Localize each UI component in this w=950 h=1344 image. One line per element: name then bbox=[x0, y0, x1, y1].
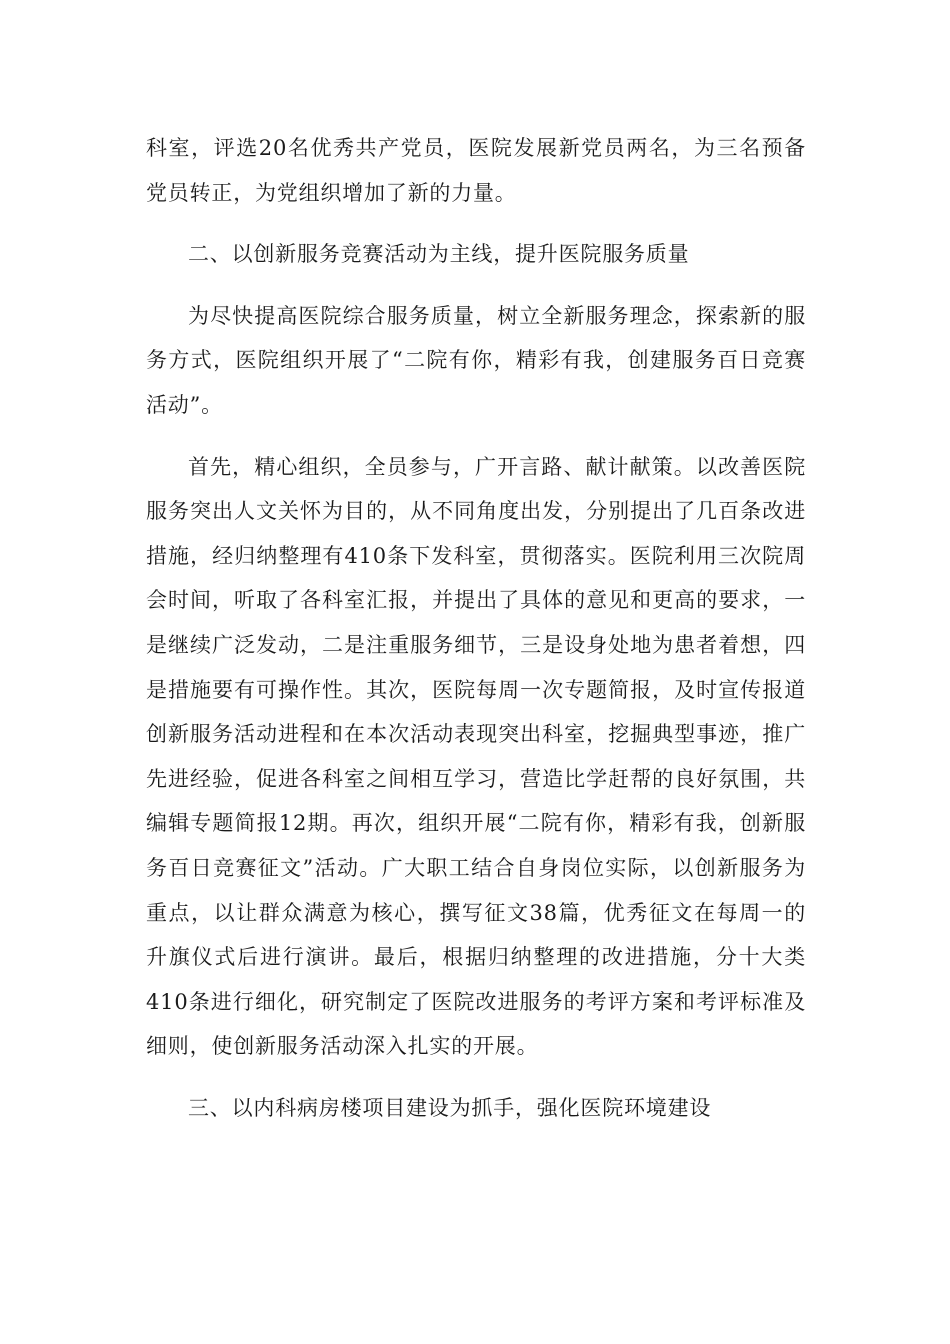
paragraph-activity-details: 首先，精心组织，全员参与，广开言路、献计献策。以改善医院服务突出人文关怀为目的，从不同角度出发，分别提出了几百条改进措施，经归纳整理有410条下发科室，贯彻落实。医院利用三次院周会时间，听取了各科室汇报，并提出了具体的意见和更高的要求，一是继续广泛发动，二是注重服务细节，三是设身处地为患者着想，四是措施要有可操作性。其次，医院每周一次专题简报，及时宣传报道创新服务活动进程和在本次活动表现突出科室，挖掘典型事迹，推广先进经验，促进各科室之间相互学习，营造比学赶帮的良好氛围，共编辑专题简报12期。再次，组织开展“二院有你，精彩有我，创新服务百日竞赛征文”活动。广大职工结合自身岗位实际，以创新服务为重点，以让群众满意为核心，撰写征文38篇，优秀征文在每周一的升旗仪式后进行演讲。最后，根据归纳整理的改进措施，分十大类410条进行细化，研究制定了医院改进服务的考评方案和考评标准及细则，使创新服务活动深入扎实的开展。 bbox=[146, 454, 806, 1059]
paragraph-service-quality: 为尽快提高医院综合服务质量，树立全新服务理念，探索新的服务方式，医院组织开展了“二院有你，精彩有我，创建服务百日竞赛活动”。 bbox=[146, 303, 806, 417]
document-body bbox=[146, 126, 806, 1130]
paragraph-continuation: 科室，评选20名优秀共产党员，医院发展新党员两名，为三名预备党员转正，为党组织增加了新的力量。 bbox=[146, 136, 806, 205]
section-heading-2: 二、以创新服务竞赛活动为主线，提升医院服务质量 bbox=[188, 242, 690, 267]
section-heading-3: 三、以内科病房楼项目建设为抓手，强化医院环境建设 bbox=[188, 1095, 712, 1120]
